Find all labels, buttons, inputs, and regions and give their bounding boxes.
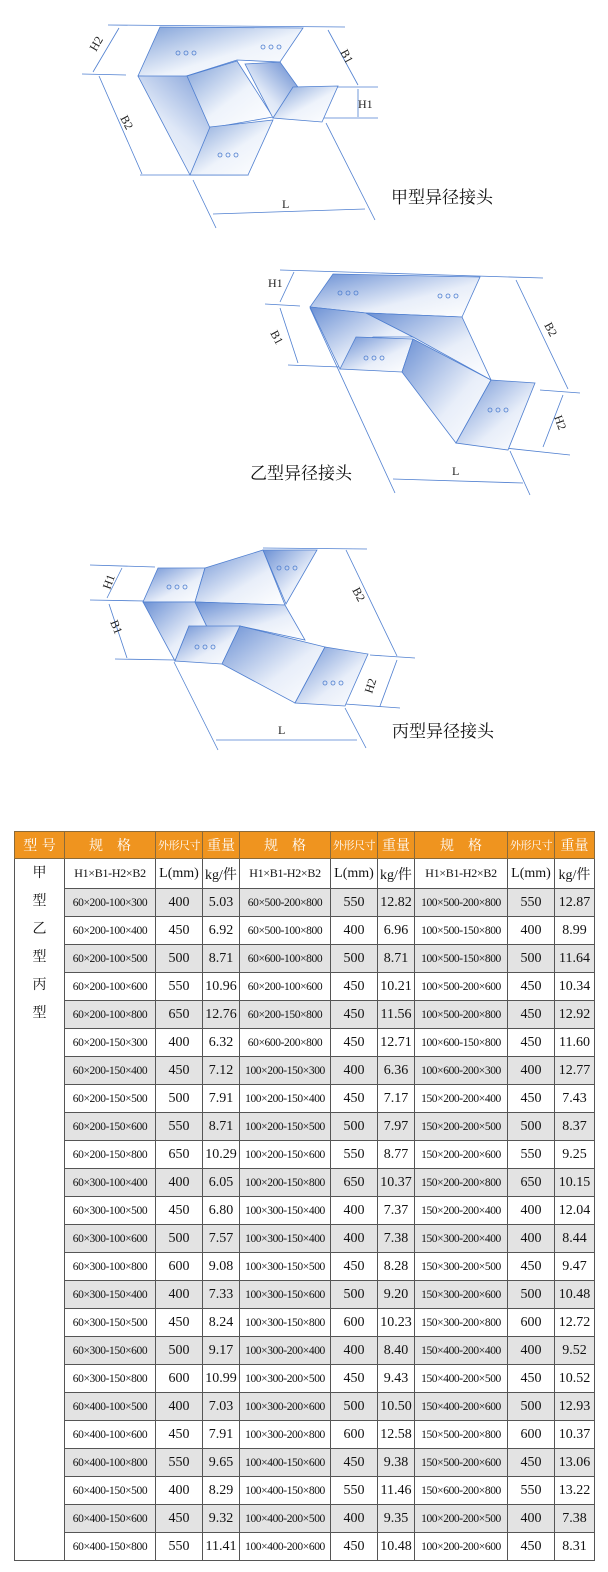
length-cell: 600 — [508, 1309, 555, 1337]
spec-cell: 60×200-100×500 — [65, 945, 156, 973]
length-cell: 450 — [156, 1421, 203, 1449]
spec-cell: 100×200-200×500 — [415, 1505, 508, 1533]
weight-cell: 12.92 — [555, 1001, 595, 1029]
weight-cell: 7.43 — [555, 1085, 595, 1113]
length-cell: 550 — [156, 1533, 203, 1561]
spec-cell: 60×200-150×300 — [65, 1029, 156, 1057]
length-cell: 400 — [156, 1393, 203, 1421]
spec-cell: 100×200-150×500 — [240, 1113, 331, 1141]
spec-cell: 60×500-200×800 — [240, 889, 331, 917]
table-row — [15, 973, 595, 1001]
length-cell: 450 — [508, 1001, 555, 1029]
label-b2: B2 — [349, 584, 369, 604]
weight-cell: 7.03 — [203, 1393, 240, 1421]
spec-cell: 60×200-100×600 — [65, 973, 156, 1001]
spec-cell: 100×300-150×800 — [240, 1309, 331, 1337]
weight-cell: 7.57 — [203, 1225, 240, 1253]
length-cell: 400 — [156, 1169, 203, 1197]
header-weight: 重量 — [203, 832, 240, 859]
header-spec: 规 格 — [240, 832, 331, 859]
table-row — [15, 1253, 595, 1281]
label-l: L — [282, 197, 290, 211]
length-cell: 400 — [156, 1029, 203, 1057]
weight-cell: 6.92 — [203, 917, 240, 945]
weight-cell: 10.48 — [555, 1281, 595, 1309]
length-cell: 600 — [156, 1253, 203, 1281]
spec-cell: 60×200-100×800 — [65, 1001, 156, 1029]
spec-cell: 100×200-200×600 — [415, 1533, 508, 1561]
spec-cell: 60×300-100×800 — [65, 1253, 156, 1281]
length-cell: 400 — [331, 917, 378, 945]
spec-cell: 60×300-150×600 — [65, 1337, 156, 1365]
table-row — [15, 1337, 595, 1365]
type-column — [15, 859, 65, 1561]
length-cell: 450 — [508, 1085, 555, 1113]
length-cell: 500 — [508, 1113, 555, 1141]
header-size: 外形尺寸 — [508, 832, 555, 859]
length-cell: 450 — [331, 1085, 378, 1113]
weight-cell: 9.20 — [378, 1281, 415, 1309]
length-cell: 450 — [156, 1309, 203, 1337]
header-weight: 重量 — [378, 832, 415, 859]
weight-cell: 10.23 — [378, 1309, 415, 1337]
table-row — [15, 889, 595, 917]
spec-cell: 100×300-200×400 — [240, 1337, 331, 1365]
weight-cell: 10.37 — [555, 1421, 595, 1449]
table-row — [15, 1365, 595, 1393]
weight-cell: 12.93 — [555, 1393, 595, 1421]
spec-cell: 100×500-150×800 — [415, 917, 508, 945]
length-cell: 400 — [508, 917, 555, 945]
length-cell: 400 — [156, 1477, 203, 1505]
spec-cell: 60×500-100×800 — [240, 917, 331, 945]
spec-cell: 150×400-200×500 — [415, 1365, 508, 1393]
diagram-caption-jia: 甲型异径接头 — [391, 188, 493, 208]
length-cell: 400 — [331, 1057, 378, 1085]
weight-cell: 6.96 — [378, 917, 415, 945]
weight-cell: 9.47 — [555, 1253, 595, 1281]
type-char: 甲 — [32, 865, 47, 881]
weight-cell: 13.22 — [555, 1477, 595, 1505]
weight-cell: 9.32 — [203, 1505, 240, 1533]
weight-cell: 9.65 — [203, 1449, 240, 1477]
weight-cell: 11.41 — [203, 1533, 240, 1561]
type-char: 型 — [32, 1005, 47, 1021]
type-char: 丙 — [32, 977, 47, 993]
label-l: L — [452, 464, 460, 478]
weight-cell: 12.58 — [378, 1421, 415, 1449]
spec-cell: 150×400-200×600 — [415, 1393, 508, 1421]
weight-cell: 10.34 — [555, 973, 595, 1001]
length-cell: 450 — [331, 1449, 378, 1477]
spec-cell: 100×400-200×600 — [240, 1533, 331, 1561]
weight-cell: 10.37 — [378, 1169, 415, 1197]
spec-cell: 60×400-150×600 — [65, 1505, 156, 1533]
length-cell: 400 — [508, 1057, 555, 1085]
spec-cell: 60×400-100×800 — [65, 1449, 156, 1477]
table-row — [15, 1001, 595, 1029]
spec-cell: 100×500-200×800 — [415, 889, 508, 917]
length-cell: 450 — [508, 1533, 555, 1561]
weight-cell: 12.71 — [378, 1029, 415, 1057]
weight-cell: 8.40 — [378, 1337, 415, 1365]
weight-cell: 12.76 — [203, 1001, 240, 1029]
type-char: 型 — [32, 893, 47, 909]
spec-cell: 100×500-200×800 — [415, 1001, 508, 1029]
weight-cell: 7.97 — [378, 1113, 415, 1141]
length-cell: 400 — [156, 889, 203, 917]
label-b1: B1 — [337, 46, 357, 66]
table-row — [15, 1113, 595, 1141]
label-h2: H2 — [551, 413, 570, 432]
weight-cell: 7.91 — [203, 1421, 240, 1449]
length-cell: 400 — [331, 1197, 378, 1225]
header-type: 型 号 — [15, 832, 65, 859]
length-cell: 500 — [331, 1113, 378, 1141]
header-row — [15, 832, 595, 859]
spec-cell: 150×300-200×600 — [415, 1281, 508, 1309]
length-cell: 450 — [156, 1505, 203, 1533]
spec-cell: 60×200-150×500 — [65, 1085, 156, 1113]
subheader-row — [15, 859, 595, 889]
length-cell: 450 — [508, 1253, 555, 1281]
weight-cell: 9.25 — [555, 1141, 595, 1169]
type-char: 型 — [32, 949, 47, 965]
weight-cell: 11.64 — [555, 945, 595, 973]
length-cell: 650 — [156, 1001, 203, 1029]
weight-cell: 7.38 — [378, 1225, 415, 1253]
weight-cell: 5.03 — [203, 889, 240, 917]
spec-cell: 60×200-150×600 — [65, 1113, 156, 1141]
weight-cell: 12.04 — [555, 1197, 595, 1225]
table-row — [15, 1533, 595, 1561]
label-b2: B2 — [117, 112, 137, 132]
spec-cell: 60×300-100×400 — [65, 1169, 156, 1197]
length-cell: 450 — [508, 973, 555, 1001]
weight-cell: 10.15 — [555, 1169, 595, 1197]
spec-cell: 60×300-100×600 — [65, 1225, 156, 1253]
spec-cell: 60×200-100×400 — [65, 917, 156, 945]
weight-cell: 6.05 — [203, 1169, 240, 1197]
weight-cell: 8.71 — [203, 945, 240, 973]
subheader-spec: H1×B1-H2×B2 — [415, 859, 508, 889]
weight-cell: 10.52 — [555, 1365, 595, 1393]
length-cell: 450 — [331, 1253, 378, 1281]
weight-cell: 11.60 — [555, 1029, 595, 1057]
table-row — [15, 1393, 595, 1421]
subheader-size: L(mm) — [156, 859, 203, 889]
header-size: 外形尺寸 — [156, 832, 203, 859]
table-row — [15, 1449, 595, 1477]
spec-cell: 150×300-200×400 — [415, 1225, 508, 1253]
length-cell: 450 — [331, 1029, 378, 1057]
length-cell: 400 — [508, 1505, 555, 1533]
table-row — [15, 1169, 595, 1197]
spec-cell: 150×200-200×500 — [415, 1113, 508, 1141]
weight-cell: 7.17 — [378, 1085, 415, 1113]
length-cell: 500 — [331, 1393, 378, 1421]
subheader-size: L(mm) — [508, 859, 555, 889]
weight-cell: 8.71 — [203, 1113, 240, 1141]
length-cell: 550 — [508, 1477, 555, 1505]
spec-cell: 150×400-200×400 — [415, 1337, 508, 1365]
length-cell: 500 — [331, 945, 378, 973]
length-cell: 600 — [156, 1365, 203, 1393]
weight-cell: 13.06 — [555, 1449, 595, 1477]
spec-cell: 150×500-200×600 — [415, 1449, 508, 1477]
spec-cell: 100×500-150×800 — [415, 945, 508, 973]
label-h2: H2 — [86, 33, 106, 54]
spec-cell: 100×300-150×600 — [240, 1281, 331, 1309]
weight-cell: 8.29 — [203, 1477, 240, 1505]
spec-cell: 150×300-200×800 — [415, 1309, 508, 1337]
spec-cell: 150×600-200×800 — [415, 1477, 508, 1505]
length-cell: 450 — [508, 1365, 555, 1393]
weight-cell: 9.35 — [378, 1505, 415, 1533]
length-cell: 400 — [508, 1225, 555, 1253]
label-l: L — [278, 723, 286, 737]
header-spec: 规 格 — [415, 832, 508, 859]
spec-cell: 100×500-200×600 — [415, 973, 508, 1001]
weight-cell: 11.56 — [378, 1001, 415, 1029]
label-h1: H1 — [99, 572, 118, 592]
length-cell: 500 — [331, 1281, 378, 1309]
table-row — [15, 1141, 595, 1169]
weight-cell: 8.99 — [555, 917, 595, 945]
weight-cell: 12.72 — [555, 1309, 595, 1337]
spec-cell: 150×500-200×800 — [415, 1421, 508, 1449]
label-b1: B1 — [107, 617, 126, 637]
weight-cell: 8.71 — [378, 945, 415, 973]
spec-cell: 60×300-150×800 — [65, 1365, 156, 1393]
spec-cell: 100×300-200×800 — [240, 1421, 331, 1449]
weight-cell: 6.80 — [203, 1197, 240, 1225]
table-row — [15, 917, 595, 945]
table-row — [15, 1085, 595, 1113]
length-cell: 600 — [331, 1421, 378, 1449]
spec-table-body — [15, 832, 595, 1561]
spec-cell: 150×300-200×500 — [415, 1253, 508, 1281]
spec-cell: 60×200-150×400 — [65, 1057, 156, 1085]
length-cell: 400 — [508, 1197, 555, 1225]
length-cell: 500 — [156, 945, 203, 973]
length-cell: 500 — [156, 1337, 203, 1365]
length-cell: 450 — [156, 917, 203, 945]
length-cell: 550 — [156, 1449, 203, 1477]
spec-cell: 100×400-200×500 — [240, 1505, 331, 1533]
length-cell: 500 — [156, 1085, 203, 1113]
subheader-spec: H1×B1-H2×B2 — [65, 859, 156, 889]
weight-cell: 6.32 — [203, 1029, 240, 1057]
table-row — [15, 1057, 595, 1085]
weight-cell: 11.46 — [378, 1477, 415, 1505]
subheader-size: L(mm) — [331, 859, 378, 889]
header-size: 外形尺寸 — [331, 832, 378, 859]
length-cell: 500 — [156, 1225, 203, 1253]
length-cell: 650 — [331, 1169, 378, 1197]
length-cell: 450 — [331, 1001, 378, 1029]
type-char: 乙 — [32, 921, 47, 937]
spec-cell: 60×200-100×300 — [65, 889, 156, 917]
table-row — [15, 1505, 595, 1533]
subheader-weight: kg/件 — [203, 859, 240, 889]
weight-cell: 10.29 — [203, 1141, 240, 1169]
length-cell: 650 — [508, 1169, 555, 1197]
weight-cell: 8.44 — [555, 1225, 595, 1253]
weight-cell: 9.38 — [378, 1449, 415, 1477]
spec-cell: 60×400-150×500 — [65, 1477, 156, 1505]
table-row — [15, 1477, 595, 1505]
spec-cell: 100×300-200×500 — [240, 1365, 331, 1393]
spec-cell: 60×600-100×800 — [240, 945, 331, 973]
spec-cell: 100×200-150×600 — [240, 1141, 331, 1169]
spec-cell: 60×400-100×600 — [65, 1421, 156, 1449]
label-h2: H2 — [361, 676, 380, 695]
spec-cell: 60×400-100×500 — [65, 1393, 156, 1421]
weight-cell: 8.77 — [378, 1141, 415, 1169]
table-row — [15, 945, 595, 973]
length-cell: 450 — [156, 1057, 203, 1085]
weight-cell: 9.08 — [203, 1253, 240, 1281]
label-h1: H1 — [268, 276, 283, 290]
spec-cell: 60×200-100×600 — [240, 973, 331, 1001]
length-cell: 500 — [508, 945, 555, 973]
length-cell: 450 — [331, 1365, 378, 1393]
length-cell: 500 — [508, 1281, 555, 1309]
subheader-weight: kg/件 — [378, 859, 415, 889]
length-cell: 550 — [331, 889, 378, 917]
length-cell: 400 — [331, 1225, 378, 1253]
table-row — [15, 1197, 595, 1225]
spec-table — [14, 831, 595, 1561]
weight-cell: 7.91 — [203, 1085, 240, 1113]
diagram-caption-yi: 乙型异径接头 — [250, 464, 352, 484]
length-cell: 550 — [156, 1113, 203, 1141]
label-b1: B1 — [267, 327, 287, 347]
weight-cell: 10.48 — [378, 1533, 415, 1561]
length-cell: 400 — [331, 1505, 378, 1533]
weight-cell: 8.37 — [555, 1113, 595, 1141]
label-h1: H1 — [358, 97, 373, 111]
spec-cell: 60×400-150×800 — [65, 1533, 156, 1561]
subheader-spec: H1×B1-H2×B2 — [240, 859, 331, 889]
weight-cell: 8.24 — [203, 1309, 240, 1337]
table-row — [15, 1281, 595, 1309]
length-cell: 400 — [508, 1337, 555, 1365]
spec-cell: 60×600-200×800 — [240, 1029, 331, 1057]
spec-cell: 100×300-150×500 — [240, 1253, 331, 1281]
table-row — [15, 1309, 595, 1337]
length-cell: 450 — [331, 973, 378, 1001]
length-cell: 450 — [156, 1197, 203, 1225]
spec-cell: 100×200-150×800 — [240, 1169, 331, 1197]
table-row — [15, 1421, 595, 1449]
weight-cell: 12.87 — [555, 889, 595, 917]
weight-cell: 7.38 — [555, 1505, 595, 1533]
spec-cell: 60×200-150×800 — [65, 1141, 156, 1169]
weight-cell: 10.50 — [378, 1393, 415, 1421]
weight-cell: 12.77 — [555, 1057, 595, 1085]
spec-cell: 60×300-100×500 — [65, 1197, 156, 1225]
spec-cell: 150×200-200×400 — [415, 1085, 508, 1113]
weight-cell: 8.28 — [378, 1253, 415, 1281]
table-row — [15, 1029, 595, 1057]
spec-cell: 100×600-150×800 — [415, 1029, 508, 1057]
spec-cell: 150×200-200×400 — [415, 1197, 508, 1225]
length-cell: 550 — [331, 1477, 378, 1505]
length-cell: 400 — [156, 1281, 203, 1309]
length-cell: 400 — [331, 1337, 378, 1365]
weight-cell: 7.12 — [203, 1057, 240, 1085]
weight-cell: 12.82 — [378, 889, 415, 917]
spec-cell: 100×200-150×300 — [240, 1057, 331, 1085]
diagram-caption-bing: 丙型异径接头 — [392, 722, 494, 742]
spec-cell: 150×200-200×800 — [415, 1169, 508, 1197]
spec-cell: 100×300-150×400 — [240, 1225, 331, 1253]
label-b2: B2 — [541, 319, 561, 339]
weight-cell: 10.21 — [378, 973, 415, 1001]
length-cell: 450 — [508, 1449, 555, 1477]
length-cell: 450 — [508, 1029, 555, 1057]
spec-cell: 60×200-150×800 — [240, 1001, 331, 1029]
weight-cell: 7.37 — [378, 1197, 415, 1225]
length-cell: 500 — [508, 1393, 555, 1421]
spec-cell: 60×300-150×400 — [65, 1281, 156, 1309]
weight-cell: 9.43 — [378, 1365, 415, 1393]
spec-cell: 100×300-150×400 — [240, 1197, 331, 1225]
table-row — [15, 1225, 595, 1253]
length-cell: 550 — [331, 1141, 378, 1169]
spec-cell: 100×600-200×300 — [415, 1057, 508, 1085]
spec-cell: 100×400-150×800 — [240, 1477, 331, 1505]
subheader-weight: kg/件 — [555, 859, 595, 889]
weight-cell: 10.99 — [203, 1365, 240, 1393]
length-cell: 450 — [331, 1533, 378, 1561]
weight-cell: 9.17 — [203, 1337, 240, 1365]
spec-cell: 100×400-150×600 — [240, 1449, 331, 1477]
spec-cell: 150×200-200×600 — [415, 1141, 508, 1169]
length-cell: 550 — [508, 1141, 555, 1169]
header-spec: 规 格 — [65, 832, 156, 859]
header-weight: 重量 — [555, 832, 595, 859]
length-cell: 550 — [508, 889, 555, 917]
weight-cell: 10.96 — [203, 973, 240, 1001]
length-cell: 600 — [331, 1309, 378, 1337]
length-cell: 550 — [156, 973, 203, 1001]
weight-cell: 9.52 — [555, 1337, 595, 1365]
spec-cell: 100×300-200×600 — [240, 1393, 331, 1421]
length-cell: 650 — [156, 1141, 203, 1169]
weight-cell: 6.36 — [378, 1057, 415, 1085]
length-cell: 600 — [508, 1421, 555, 1449]
spec-cell: 60×300-150×500 — [65, 1309, 156, 1337]
weight-cell: 7.33 — [203, 1281, 240, 1309]
spec-cell: 100×200-150×400 — [240, 1085, 331, 1113]
weight-cell: 8.31 — [555, 1533, 595, 1561]
